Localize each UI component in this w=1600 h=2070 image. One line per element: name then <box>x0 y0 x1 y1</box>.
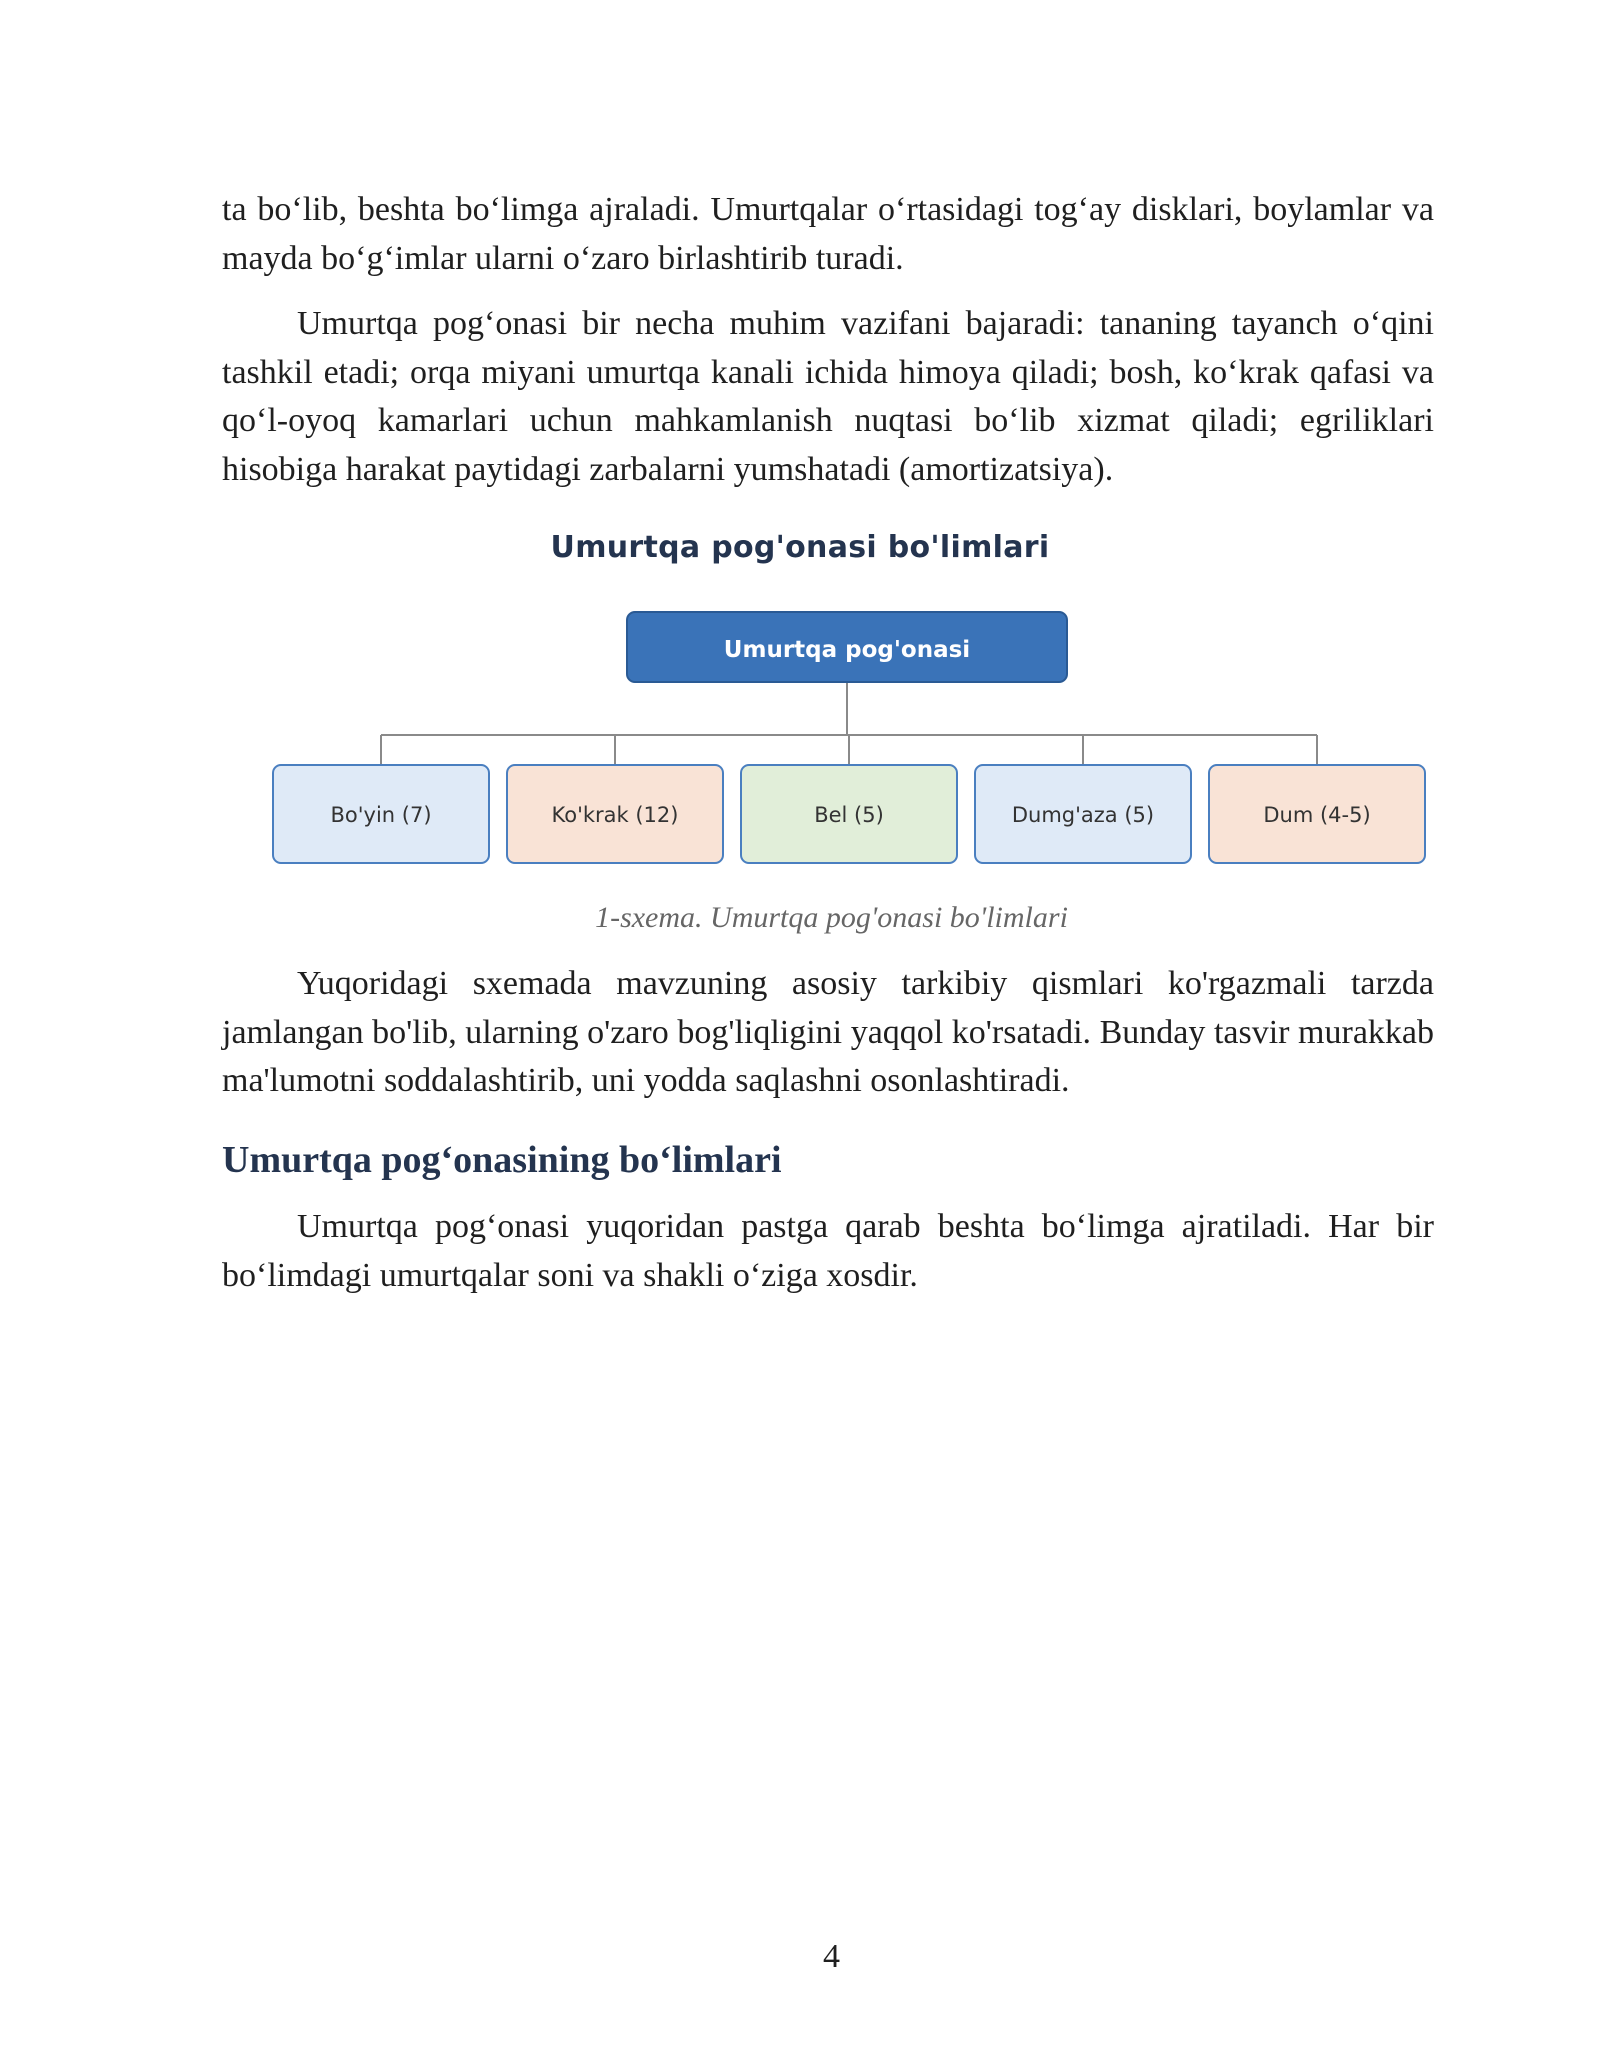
diagram-child-node <box>507 765 723 863</box>
child-node-label: Dum (4-5) <box>1263 803 1371 827</box>
paragraph: Umurtqa pog‘onasi yuqoridan pastga qarab beshta bo‘limga ajratiladi. Har bir bo‘limdagi umurtqalar soni va shakli o‘ziga xosdir. <box>222 1208 1434 1294</box>
section-heading: Umurtqa pog‘onasining bo‘limlari <box>222 1139 782 1181</box>
child-node-label: Dumg'aza (5) <box>1011 803 1155 827</box>
hierarchy-diagram <box>0 600 1600 900</box>
diagram-child-node <box>741 765 957 863</box>
diagram-child-node <box>1209 765 1425 863</box>
paragraph: Umurtqa pog‘onasi bir necha muhim vazifani bajaradi: tananing tayanch o‘qini tashkil etadi; orqa miyani umurtqa kanali ichida himoya qiladi; bosh, ko‘krak qafasi va qo‘l-oyoq kamarlari uchun mahkamlanish nuqtasi bo‘lib xizmat qiladi; egriliklari hisobiga harakat paytidagi zarbalarni yumshatadi (amortizatsiya). <box>222 305 1434 488</box>
paragraph: Yuqoridagi sxemada mavzuning asosiy tarkibiy qismlari ko'rgazmali tarzda jamlangan bo'lib, ularning o'zaro bog'liqligini yaqqol ko'rsatadi. Bunday tasvir murakkab ma'lumotni soddalashtirib, uni yodda saqlashni osonlashtiradi. <box>222 965 1434 1099</box>
child-node-label: Bo'yin (7) <box>330 803 432 827</box>
diagram-title: Umurtqa pog'onasi bo'limlari <box>550 530 1050 565</box>
diagram-child-node <box>273 765 489 863</box>
diagram-connectors <box>381 682 1317 765</box>
child-node-label: Ko'krak (12) <box>551 803 679 827</box>
child-node-label: Bel (5) <box>814 803 884 827</box>
diagram-root-node <box>627 612 1067 682</box>
paragraph: ta bo‘lib, beshta bo‘limga ajraladi. Umurtqalar o‘rtasidagi tog‘ay disklari, boylamlar va mayda bo‘g‘imlar ularni o‘zaro birlashtirib turadi. <box>222 191 1434 277</box>
diagram-child-node <box>975 765 1191 863</box>
diagram-child-nodes <box>273 765 1425 863</box>
page-number: 4 <box>823 1938 840 1975</box>
diagram-caption: 1-sxema. Umurtqa pog'onasi bo'limlari <box>595 901 1068 934</box>
diagram-root-label: Umurtqa pog'onasi <box>723 637 971 663</box>
